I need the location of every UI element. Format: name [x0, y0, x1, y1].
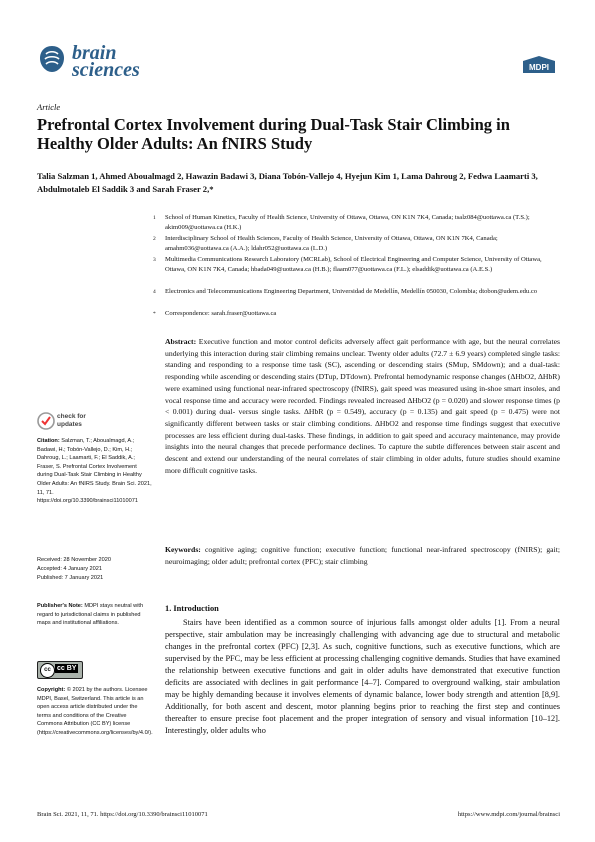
journal-name-line2: sciences: [72, 59, 140, 81]
affiliation-text: Multimedia Communications Research Laboratory (MCRLab), School of Electrical Engineering and Computer Science, University of Ottawa, Ottawa, ON K1N 7K4, Canada; hbada049@uottawa.ca (H.B.); flaam077@uottawa.ca (F.L.); elsaddik@uottawa.ca (A.E.S.): [165, 256, 542, 274]
abstract-label: Abstract:: [165, 337, 197, 346]
mdpi-logo-icon: [521, 55, 557, 75]
correspondence-text: Correspondence: sarah.fraser@uottawa.ca: [165, 310, 277, 317]
affiliation-1: [153, 213, 560, 233]
journal-name: [72, 42, 140, 81]
journal-logo-icon: [38, 44, 66, 74]
keywords-text: cognitive aging; cognitive function; executive function; functional near-infrared spectroscopy (fNIRS); gait; neuroimaging; older adult; prefrontal cortex (PFC); stair climbing: [165, 545, 560, 566]
section-heading: 1. Introduction: [165, 604, 219, 613]
author-list: Talia Salzman 1, Ahmed Aboualmagd 2, Hawazin Badawi 3, Diana Tobón-Vallejo 4, Hyejun Kim 1, Lama Dahroug 2, Fedwa Laamarti 3, Abdulmotaleb El Saddik 3 and Sarah Fraser 2,*: [37, 171, 538, 194]
citation-block: [37, 437, 152, 506]
affiliation-text: Electronics and Telecommunications Engineering Department, Universidad de Medellín, Medellín 050030, Colombia; dtobon@udem.edu.co: [165, 288, 538, 295]
check-updates-label: check for updates: [57, 413, 86, 428]
copyright-text: © 2021 by the authors. Licensee MDPI, Basel, Switzerland. This article is an open access article distributed under the terms and conditions of the Creative Commons Attribution (CC BY) license (https://creativecommons.org/licenses/by/4.0/).: [37, 687, 153, 736]
publisher-name: MDPI: [529, 63, 549, 72]
accepted-date: Accepted: 4 January 2021: [37, 566, 102, 572]
published-date: Published: 7 January 2021: [37, 575, 104, 581]
copyright-label: Copyright:: [37, 687, 66, 693]
footer-left: Brain Sci. 2021, 11, 71. https://doi.org/10.3390/brainsci11010071: [37, 811, 208, 818]
check-for-updates-badge[interactable]: [37, 410, 97, 434]
affiliation-3: [153, 255, 560, 275]
affiliation-text: School of Human Kinetics, Faculty of Health Science, University of Ottawa, Ottawa, ON K1N 7K4, Canada; tsalz084@uottawa.ca (T.S.); akim009@uottawa.ca (H.K.): [165, 214, 530, 232]
affiliation-number: 2: [153, 236, 156, 242]
article-type: Article: [37, 102, 61, 112]
cc-by-label: cc BY: [57, 665, 77, 672]
affiliation-2: [153, 234, 560, 254]
footer-journal-link[interactable]: https://www.mdpi.com/journal/brainsci: [457, 811, 560, 818]
correspondence: [153, 309, 560, 319]
article-title: Prefrontal Cortex Involvement during Dual-Task Stair Climbing in Healthy Older Adults: An fNIRS Study: [37, 115, 510, 153]
abstract-text: Executive function and motor control deficits adversely affect gait performance with age, but the neural correlates underlying this interaction during stair climbing remains unclear. Twenty older adults (72.7 ± 6.9 years) completed single tasks: standing and responding to a response time task (SC), ascending or descending stairs (SMup, SMdown); and a dual-task: responding while ascending or descending stairs (DTup, DTdown). Prefrontal hemodynamic response changes (ΔHbO2, ΔHbR) were examined using functional near-infrared spectroscopy (fNIRS), gait speed was measured using in-shoe smart insoles, and vocal response time and accuracy were recorded. Findings revealed increased ΔHbO2 (p = 0.020) and slower response times (p < 0.001) during dual- versus single tasks. ΔHbR (p = 0.549), accuracy (p = 0.135) and gait speed (p = 0.475) were not significantly different between tasks or stair climbing conditions. ΔHbO2 and response time findings suggest that executive processes are less efficient during dual-tasks. These findings, in addition to gait speed and accuracy maintenance, may provide insights into the neural changes that precede performance declines. To capture the subtle differences between stair ascent and descent and extend our understanding of the neural correlates of stair climbing in older adults, future studies should examine more difficult cognitive tasks.: [165, 337, 561, 475]
affiliation-text: Interdisciplinary School of Health Sciences, Faculty of Health Science, University of Ottawa, Ottawa, ON K1N 7K4, Canada; amahm036@uottawa.ca (A.A.); ldahr052@uottawa.ca (L.D.): [165, 235, 498, 253]
cc-license-badge[interactable]: [37, 661, 83, 679]
publisher-note-label: Publisher's Note:: [37, 603, 83, 609]
copyright-block: [37, 686, 152, 738]
journal-name-line1: brain: [72, 42, 117, 64]
abstract: [165, 336, 560, 476]
publisher-note: [37, 602, 152, 628]
citation-text: Salzman, T.; Aboualmagd, A.; Badawi, H.; Tobón-Vallejo, D.; Kim, H.; Dahroug, L.; Laamarti, F.; El Saddik, A.; Fraser, S. Prefrontal Cortex Involvement during Dual-Task Stair Climbing in Healthy Older Adults: An fNIRS Study. Brain Sci. 2021, 11, 71. https://doi.org/10.3390/brainsci11010071: [37, 438, 152, 505]
cc-icon: cc: [40, 663, 55, 678]
affiliation-4: [153, 287, 560, 297]
keywords-label: Keywords:: [165, 545, 201, 554]
citation-label: Citation:: [37, 438, 60, 444]
affiliation-number: *: [153, 311, 156, 317]
affiliation-number: 4: [153, 289, 156, 295]
received-date: Received: 28 November 2020: [37, 557, 112, 563]
publisher-note-text: MDPI stays neutral with regard to jurisdictional claims in published maps and institutional affiliations.: [37, 603, 144, 627]
keywords: [165, 544, 560, 567]
affiliation-number: 3: [153, 257, 156, 263]
intro-paragraph: Stairs have been identified as a common source of injurious falls amongst older adults [1]. From a neural perspective, stair ambulation may be increasingly challenging with advancing age due to structural and metabolic changes in the prefrontal cortex (PFC) [2,3]. As such, cognitive functions, such as executive functions, which are supervised by the PFC, may be less efficient at processing challenging cognitive demands. Studies that have examined the relationship between executive functions and gait in older adults have demonstrated that executive function deficits are associated with declines in gait performance [4–7]. Compared to overground walking, stair ambulation may be highly demanding because it involves elements of dynamic balance, lower body strength and attention [8,9]. Additionally, for both ascent and descent, motor planning begins prior to reaching the first step and continues thereafter to ensure precise foot placement and the proper integration of sensory and visual information [10–12]. Interestingly, older adults who: [165, 618, 560, 735]
check-updates-icon: [37, 410, 55, 432]
affiliation-number: 1: [153, 215, 156, 221]
